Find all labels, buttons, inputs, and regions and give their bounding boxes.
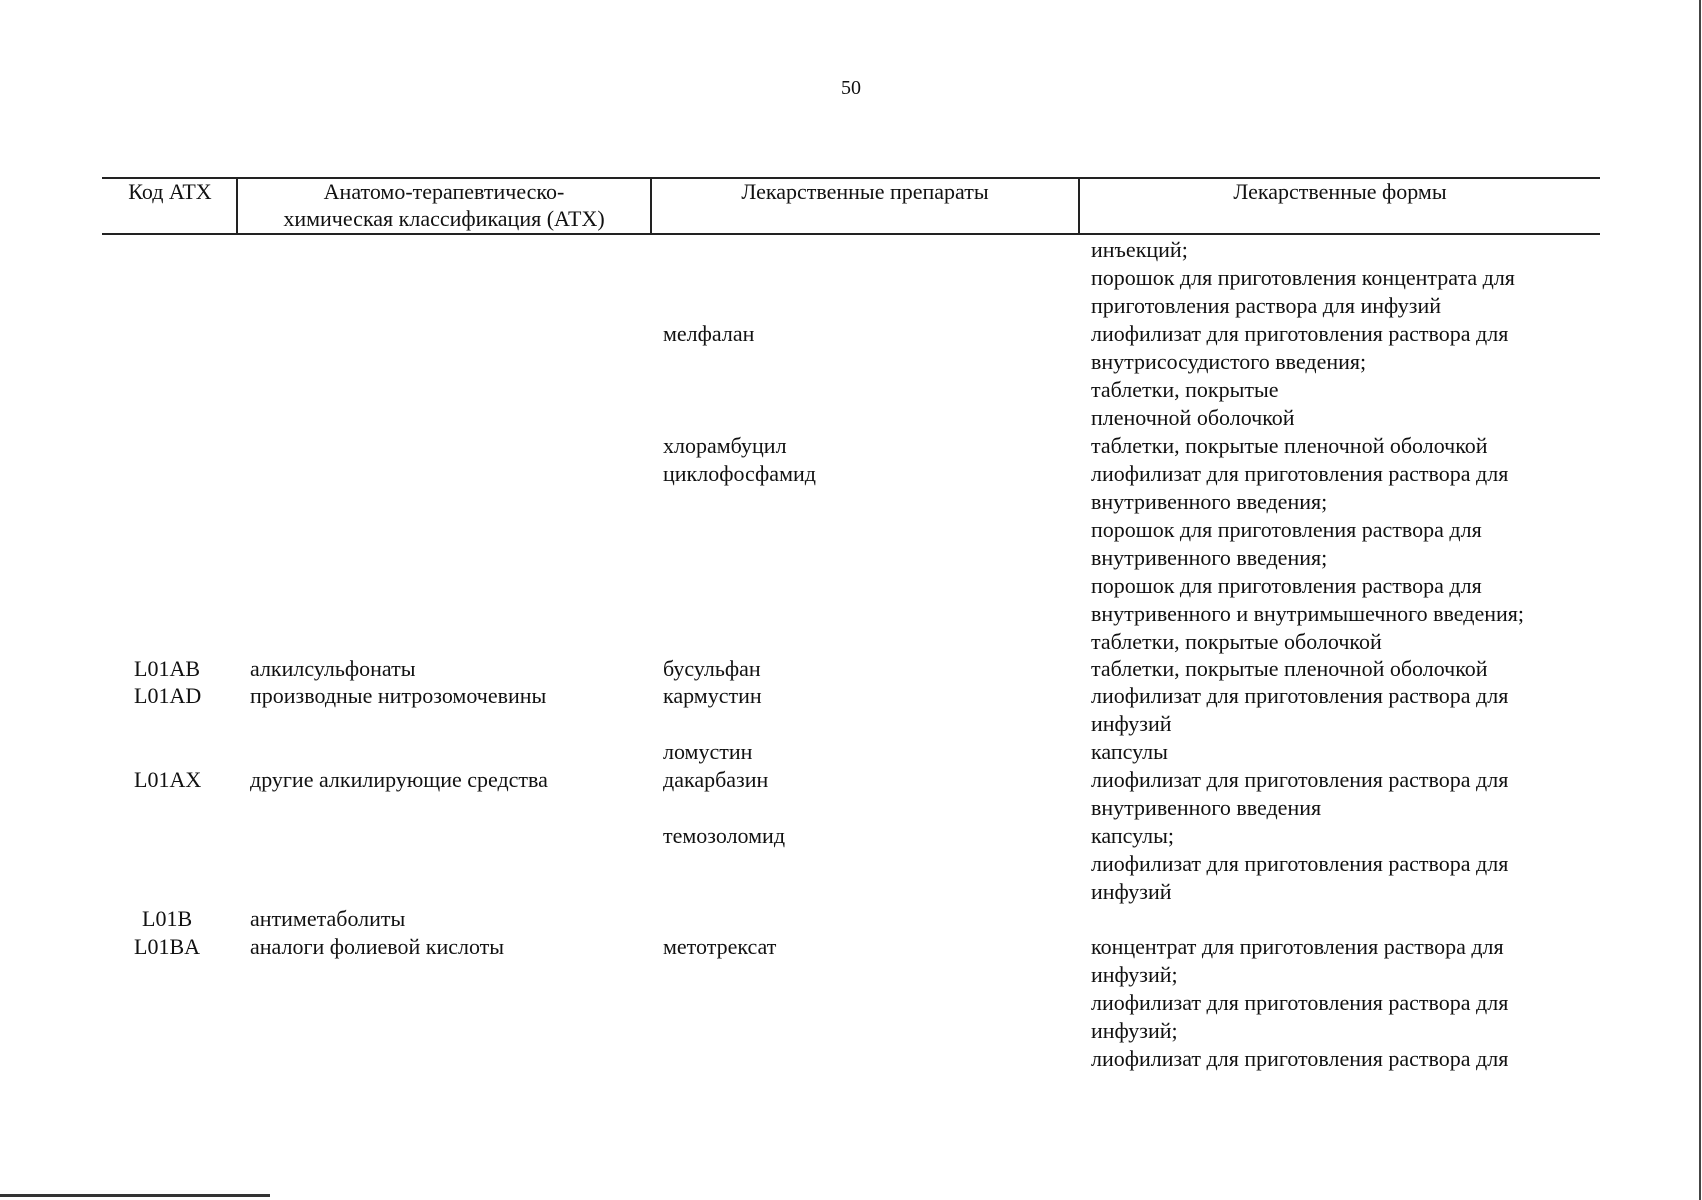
table-row-5-forms: лиофилизат для приготовления раствора для инфузий	[1091, 683, 1509, 736]
table-row-4-code: L01AB	[134, 656, 200, 681]
table-row-5-drug: кармустин	[663, 683, 762, 708]
table-row-10-drug: метотрексат	[663, 934, 777, 959]
table-row-10-forms: концентрат для приготовления раствора для инфузий; лиофилизат для приготовления раствора для инфузий; лиофилизат для приготовления раствора для	[1091, 934, 1509, 1071]
table-row-0-forms: инъекций; порошок для приготовления концентрата для приготовления раствора для инфузий	[1091, 237, 1515, 318]
table-row-4-classification: алкилсульфонаты	[250, 656, 416, 681]
page-number: 50	[841, 77, 861, 99]
table-row-8-forms: капсулы; лиофилизат для приготовления раствора для инфузий	[1091, 823, 1509, 904]
table-row-1-drug: мелфалан	[663, 321, 755, 346]
table-row-7-classification: другие алкилирующие средства	[250, 767, 548, 792]
header-atc-classification: Анатомо-терапевтическо- химическая классификация (АТХ)	[283, 179, 605, 231]
table-row-7-forms: лиофилизат для приготовления раствора для внутривенного введения	[1091, 767, 1509, 820]
table-row-5-code: L01AD	[134, 683, 202, 708]
table-row-7-drug: дакарбазин	[663, 767, 769, 792]
table-row-2-forms: таблетки, покрытые пленочной оболочкой	[1091, 433, 1488, 458]
header-dosage-forms: Лекарственные формы	[1233, 179, 1447, 204]
table-row-10-code: L01BA	[134, 934, 200, 959]
table-row-9-code: L01B	[142, 906, 193, 931]
table-row-6-forms: капсулы	[1091, 739, 1168, 764]
table-row-1-forms: лиофилизат для приготовления раствора для внутрисосудистого введения; таблетки, покрытые пленочной оболочкой	[1091, 321, 1509, 430]
scan-right-edge	[1699, 0, 1701, 1200]
scan-bottom-edge	[0, 1194, 270, 1197]
table-row-3-drug: циклофосфамид	[663, 461, 816, 486]
table-header-bottom-rule	[102, 233, 1600, 235]
table-row-3-forms: лиофилизат для приготовления раствора для внутривенного введения; порошок для приготовления раствора для внутривенного введения; порошок для приготовления раствора для внутривенного и внутримышечного введения; таблетки, покрытые оболочкой	[1091, 461, 1524, 654]
table-row-10-classification: аналоги фолиевой кислоты	[250, 934, 505, 959]
table-row-2-drug: хлорамбуцил	[663, 433, 787, 458]
table-row-4-drug: бусульфан	[663, 656, 761, 681]
table-row-6-drug: ломустин	[663, 739, 753, 764]
header-atc-code: Код ATX	[128, 179, 212, 204]
table-row-5-classification: производные нитрозомочевины	[250, 683, 547, 708]
table-row-4-forms: таблетки, покрытые пленочной оболочкой	[1091, 656, 1488, 681]
table-row-7-code: L01AX	[134, 767, 202, 792]
header-drugs: Лекарственные препараты	[741, 179, 989, 204]
table-row-8-drug: темозоломид	[663, 823, 786, 848]
table-row-9-classification: антиметаболиты	[250, 906, 406, 931]
